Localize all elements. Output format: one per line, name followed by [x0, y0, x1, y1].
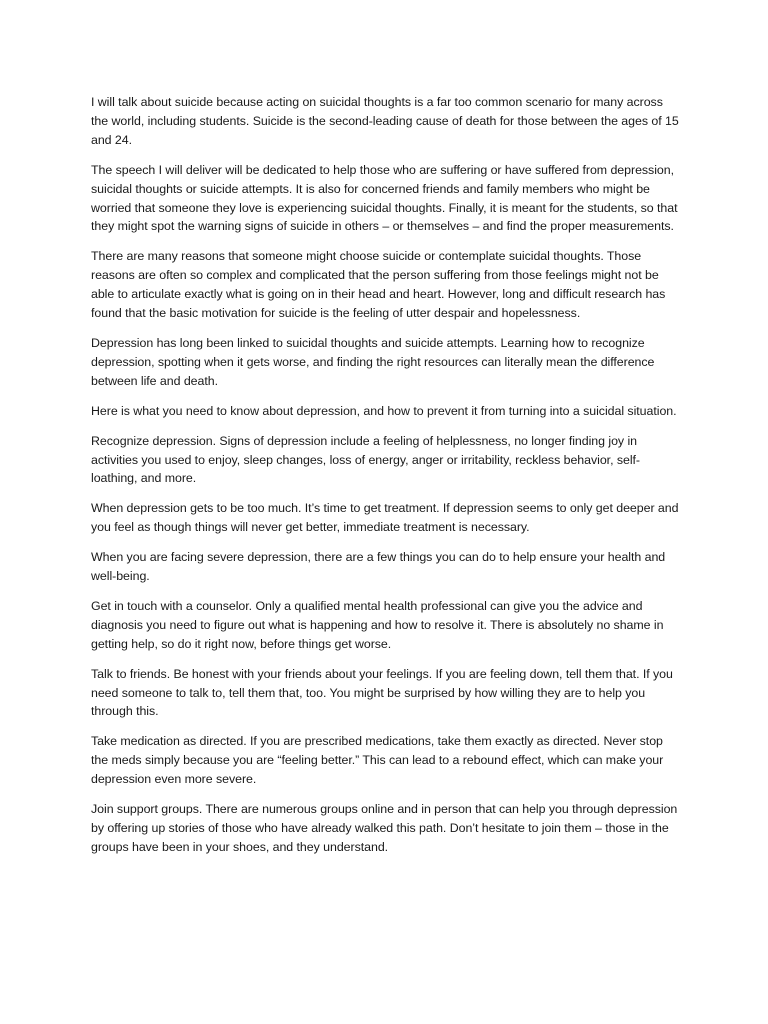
paragraph-severe: When you are facing severe depression, there are a few things you can do to help ensure your health and well-being. [91, 550, 666, 584]
paragraph-friends: Talk to friends. Be honest with your friends about your feelings. If you are feeling down, tell them that. If you need someone to talk to, tell them that, too. You might be surprised by how willing they are to help you through this. [91, 666, 673, 719]
paragraph-reasons: There are many reasons that someone might choose suicide or contemplate suicidal thoughts. Those reasons are often so complex and complicated that the person suffering from those feelings might not be able to articulate exactly what is going on in their head and heart. However, long and difficult research has found that the basic motivation for suicide is the feeling of utter despair and hopelessness. [91, 249, 666, 321]
paragraph-intro: I will talk about suicide because acting on suicidal thoughts is a far too common scenario for many across the world, including students. Suicide is the second-leading cause of death for those between the ages of 15 and 24. [91, 95, 679, 147]
paragraph-support-groups: Join support groups. There are numerous groups online and in person that can help you through depression by offering up stories of those who have already walked this path. Don’t hesitate to join them – those in the groups have been in your shoes, and they understand. [91, 802, 678, 854]
paragraph-depression-link: Depression has long been linked to suicidal thoughts and suicide attempts. Learning how to recognize depression, spotting when it gets worse, and finding the right resources can literally mean the difference between life and death. [91, 335, 655, 388]
paragraph-medication: Take medication as directed. If you are prescribed medications, take them exactly as directed. Never stop the meds simply because you are “feeling better.” This can lead to a rebound effect, which can make your depression even more severe. [91, 734, 664, 787]
paragraph-counselor: Get in touch with a counselor. Only a qualified mental health professional can give you the advice and diagnosis you need to figure out what is happening and how to resolve it. There is absolutely no shame in getting help, so do it right now, before things get worse. [91, 598, 664, 651]
paragraph-treatment: When depression gets to be too much. It’s time to get treatment. If depression seems to only get deeper and you feel as though things will never get better, immediate treatment is necessary. [91, 501, 679, 535]
document-body [91, 93, 681, 868]
paragraph-recognize: Recognize depression. Signs of depression include a feeling of helplessness, no longer finding joy in activities you used to enjoy, sleep changes, loss of energy, anger or irritability, reckless behavior, self-loathing, and more. [91, 433, 641, 486]
paragraph-audience: The speech I will deliver will be dedicated to help those who are suffering or have suffered from depression, suicidal thoughts or suicide attempts. It is also for concerned friends and family members who might be worried that someone they love is experiencing suicidal thoughts. Finally, it is meant for the students, so that they might spot the warning signs of suicide in others – or themselves – and find the proper measurements. [91, 162, 678, 234]
paragraph-what-to-know: Here is what you need to know about depression, and how to prevent it from turning into a suicidal situation. [91, 403, 677, 418]
